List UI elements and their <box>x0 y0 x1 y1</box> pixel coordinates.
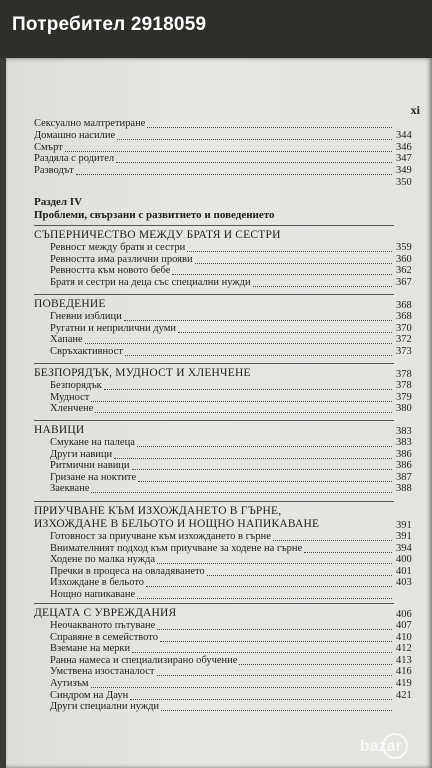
page-ref: 386 <box>396 448 412 460</box>
toc-entry: Ревност между братя и сестри <box>50 242 186 253</box>
page-ref: 347 <box>396 153 412 165</box>
page-ref: 359 <box>396 242 412 253</box>
page-ref: 416 <box>396 666 412 678</box>
toc-entry: Смукане на палеца <box>50 437 135 448</box>
page-ref: 386 <box>396 460 412 472</box>
page-ref: 383 <box>396 426 412 437</box>
group-heading: ПРИУЧВАНЕ КЪМ ИЗХОЖДАНЕТО В ГЪРНЕ, <box>34 505 282 517</box>
section-divider <box>34 603 394 604</box>
page-ref: 394 <box>396 542 412 554</box>
dot-leader <box>104 389 392 390</box>
toc-entry: Гризане на ноктите <box>50 471 137 483</box>
dot-leader <box>239 664 392 665</box>
dot-leader <box>157 629 392 630</box>
user-title: Потребител 2918059 <box>12 14 207 35</box>
page-ref: 350 <box>396 177 412 188</box>
page-ref: 412 <box>396 643 412 655</box>
dot-leader <box>172 274 392 275</box>
toc-entry: Хленчене <box>50 403 94 415</box>
page-ref: 388 <box>396 483 412 495</box>
page-ref: 349 <box>396 165 412 177</box>
page-ref: 378 <box>396 369 412 380</box>
toc-entry: Ритмични навици <box>50 460 130 472</box>
page-ref: 391 <box>396 531 412 542</box>
page-ref: 391 <box>396 520 412 531</box>
toc-entry: Аутизъм <box>50 678 89 689</box>
toc-entry: Други навици <box>50 448 113 460</box>
section-title: Раздел IV <box>34 196 83 208</box>
page-ref: 406 <box>396 609 412 620</box>
page-ref: 372 <box>396 334 412 346</box>
watermark: bazar <box>360 738 402 755</box>
dot-leader <box>91 687 392 688</box>
page-ref: 401 <box>396 565 412 577</box>
group-heading: НАВИЦИ <box>34 424 85 436</box>
toc-entry: Ругатни и неприлични думи <box>50 322 176 334</box>
group-heading: ИЗХОЖДАНЕ В БЕЛЬОТО И НОЩНО НАПИКАВАНЕ <box>34 518 320 530</box>
dot-leader <box>95 412 392 413</box>
section-divider <box>34 501 394 502</box>
page-number: xi <box>410 103 420 117</box>
section-divider <box>34 225 394 226</box>
dot-leader <box>85 343 392 344</box>
dot-leader <box>178 332 392 333</box>
group-heading: СЪПЕРНИЧЕСТВО МЕЖДУ БРАТЯ И СЕСТРИ <box>34 229 281 241</box>
page-ref: 362 <box>396 265 412 277</box>
dot-leader <box>65 151 392 152</box>
section-divider <box>34 363 394 364</box>
dot-leader <box>137 446 392 447</box>
dot-leader <box>147 127 392 128</box>
toc-entry: Разводът <box>34 165 74 177</box>
dot-leader <box>91 492 392 493</box>
toc-entry: Братя и сестри на деца със специални нужди <box>50 276 251 288</box>
dot-leader <box>207 575 392 576</box>
dot-leader <box>138 481 392 482</box>
page-ref: 378 <box>396 380 412 391</box>
toc-entry: Други специални нужди <box>50 701 160 713</box>
page-ref: 400 <box>396 554 412 566</box>
dot-leader <box>146 586 392 587</box>
dot-leader <box>157 563 392 564</box>
page-ref: 413 <box>396 654 412 666</box>
dot-leader <box>116 162 392 163</box>
toc-entry: Синдром на Даун <box>50 689 129 701</box>
toc-entry: Хапане <box>50 334 83 346</box>
page-ref: 421 <box>396 689 412 701</box>
page-ref: 380 <box>396 403 412 415</box>
page-ref: 410 <box>396 631 412 643</box>
header-bar <box>0 0 432 58</box>
dot-leader <box>125 355 392 356</box>
toc-entry: Смърт <box>34 141 63 153</box>
page-ref: 383 <box>396 437 412 448</box>
toc-entry: Свръхактивност <box>50 345 123 357</box>
dot-leader <box>137 598 392 599</box>
toc-entry: Мудност <box>50 391 90 403</box>
toc-entry: Пречки в процеса на овладяването <box>50 565 205 577</box>
dot-leader <box>114 458 392 459</box>
dot-leader <box>195 263 392 264</box>
toc-entry: Ходене по малка нужда <box>50 554 156 566</box>
toc-entry: Готовност за приучване към изхождането в гърне <box>50 531 271 542</box>
toc-entry: Вземане на мерки <box>50 643 131 655</box>
page-ref: 419 <box>396 678 412 689</box>
dot-leader <box>273 540 392 541</box>
toc-entry: Ревността към новото бебе <box>50 265 171 277</box>
page-ref: 367 <box>396 276 412 288</box>
toc-entry: Ревността има различни прояви <box>50 253 193 265</box>
section-divider <box>34 294 394 295</box>
section-divider <box>34 420 394 421</box>
dot-leader <box>91 401 392 402</box>
dot-leader <box>130 699 392 700</box>
dot-leader <box>187 251 392 252</box>
toc-entry: Нощно напикаване <box>50 589 136 600</box>
toc-entry: Сексуално малтретиране <box>34 118 146 129</box>
page-ref: 368 <box>396 311 412 322</box>
toc-entry: Внимателният подход към приучване за ходене на гърне <box>50 542 303 554</box>
page-ref: 344 <box>396 129 412 141</box>
toc-entry: Умствена изостаналост <box>50 666 155 678</box>
section-subtitle: Проблеми, свързани с развитието и поведението <box>34 209 275 221</box>
page-ref: 360 <box>396 253 412 265</box>
toc-entry: Раздяла с родител <box>34 153 115 165</box>
dot-leader <box>124 320 392 321</box>
dot-leader <box>304 552 392 553</box>
page-ref: 346 <box>396 141 412 153</box>
group-heading: ПОВЕДЕНИЕ <box>34 298 106 310</box>
dot-leader <box>157 675 393 676</box>
dot-leader <box>160 641 392 642</box>
dot-leader <box>253 286 392 287</box>
dot-leader <box>76 174 392 175</box>
dot-leader <box>161 710 392 711</box>
toc-entry: Изхождане в бельото <box>50 577 145 589</box>
toc-entry: Ранна намеса и специализирано обучение <box>50 654 238 666</box>
toc-entry: Неочакваното пътуване <box>50 620 156 631</box>
toc-entry: Безпорядък <box>50 380 102 391</box>
page-ref: 407 <box>396 620 412 631</box>
page-ref: 373 <box>396 345 412 357</box>
toc-entry: Справяне в семейството <box>50 631 158 643</box>
page-ref: 387 <box>396 471 412 483</box>
page-ref: 379 <box>396 391 412 403</box>
page-ref: 370 <box>396 322 412 334</box>
page-ref: 368 <box>396 300 412 311</box>
toc-entry: Заекване <box>50 483 90 495</box>
dot-leader <box>117 139 392 140</box>
toc-entry: Домашно насилие <box>34 129 116 141</box>
group-heading: ДЕЦАТА С УВРЕЖДАНИЯ <box>34 607 177 619</box>
dot-leader <box>132 652 392 653</box>
toc-entry: Гневни изблици <box>50 311 122 322</box>
page-ref: 403 <box>396 577 412 589</box>
group-heading: БЕЗПОРЯДЪК, МУДНОСТ И ХЛЕНЧЕНЕ <box>34 367 251 379</box>
dot-leader <box>132 469 392 470</box>
